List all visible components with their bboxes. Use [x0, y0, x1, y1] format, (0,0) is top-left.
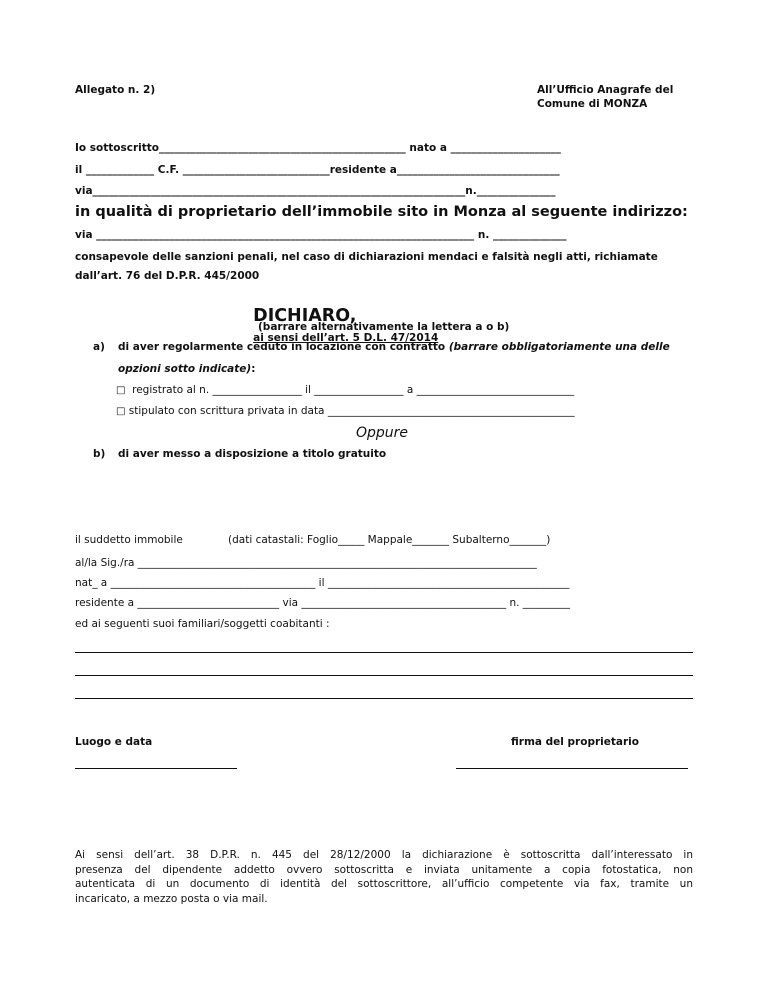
registered-text: registrato al n. _________________ il _________________ a ______________________________	[132, 384, 575, 396]
owner-signature-label: firma del proprietario	[511, 736, 639, 748]
recipient-line-2: Comune di MONZA	[537, 98, 648, 110]
birth-fiscal-code-line: il _____________ C.F. ____________________________residente a_______________________________	[75, 164, 560, 176]
awareness-text-1: consapevole delle sanzioni penali, nel caso di dichiarazioni mendaci e falsità negli atti, richiamate	[75, 251, 658, 263]
declarant-name-line: Io sottoscritto_______________________________________________ nato a _____________________	[75, 142, 561, 154]
address-line: via_______________________________________________________________________n._______________	[75, 185, 556, 197]
footnote-line-2: presenza del dipendente addetto ovvero sottoscritta e inviata unitamente a copia fotostatica, non	[75, 863, 693, 876]
tenant-name-line: al/la Sig./ra ____________________________________________________________________________	[75, 557, 537, 569]
tenant-residence-line: residente a ___________________________ via _______________________________________ n. _________	[75, 597, 571, 609]
footnote-line-1: Ai sensi dell’art. 38 D.P.R. n. 445 del 28/12/2000 la dichiarazione è sottoscritta dall’interessato in	[75, 849, 693, 861]
recipient-line-1: All’Ufficio Anagrafe del	[537, 84, 674, 96]
property-heading: in qualità di proprietario dell’immobile sito in Monza al seguente indirizzo:	[75, 204, 688, 220]
cohabitants-line-2[interactable]	[75, 675, 693, 676]
cohabitants-label: ed ai seguenti suoi familiari/soggetti coabitanti :	[75, 618, 330, 630]
cohabitants-line-1[interactable]	[75, 652, 693, 653]
option-a-text	[118, 340, 670, 354]
place-date-line[interactable]	[75, 768, 237, 769]
oppure-label: Oppure	[356, 425, 409, 441]
dichiaro-subtitle: ai sensi dell’art. 5 D.L. 47/2014	[253, 332, 439, 344]
cadastral-data: (dati catastali: Foglio_____ Mappale_______ Subalterno_______)	[228, 534, 551, 546]
place-date-label: Luogo e data	[75, 736, 153, 748]
footnote-line-3: autenticata di un documento di identità del sottoscrittore, all’ufficio competente via fax, tramite un	[75, 878, 693, 890]
declaration-heading	[243, 287, 438, 345]
choice-instruction: (barrare alternativamente la lettera a o b)	[258, 321, 510, 333]
option-a-private-row	[116, 404, 575, 419]
option-a-continuation	[118, 362, 255, 376]
option-a-note-1: (barrare obbligatoriamente una delle	[448, 341, 670, 353]
option-a-registered-row	[116, 383, 574, 398]
option-a-main: di aver regolarmente ceduto in locazione con contratto	[118, 341, 449, 353]
option-b-letter: b)	[93, 448, 106, 460]
option-a-colon: :	[251, 363, 256, 375]
checkbox-icon[interactable]: □	[116, 406, 126, 417]
awareness-text-2: dall’art. 76 del D.P.R. 445/2000	[75, 270, 260, 282]
cohabitants-line-3[interactable]	[75, 698, 693, 699]
owner-signature-line[interactable]	[456, 768, 688, 769]
property-address-line: via ________________________________________________________________________ n. ______________	[75, 229, 567, 241]
checkbox-icon[interactable]: □	[116, 385, 126, 396]
tenant-birth-line: nat_ a _______________________________________ il ______________________________________________	[75, 577, 570, 589]
option-b-text: di aver messo a disposizione a titolo gratuito	[118, 448, 387, 460]
property-label: il suddetto immobile	[75, 534, 183, 546]
dichiaro-title: DICHIARO,	[253, 306, 357, 326]
option-a-letter: a)	[93, 341, 105, 353]
footnote-line-4: incaricato, a mezzo posta o via mail.	[75, 892, 268, 905]
private-contract-text: stipulato con scrittura privata in data _______________________________________________	[128, 405, 575, 417]
option-a-note-2: opzioni sotto indicate)	[118, 363, 252, 375]
legal-footnote	[75, 848, 693, 906]
allegato-label: Allegato n. 2)	[75, 84, 156, 96]
